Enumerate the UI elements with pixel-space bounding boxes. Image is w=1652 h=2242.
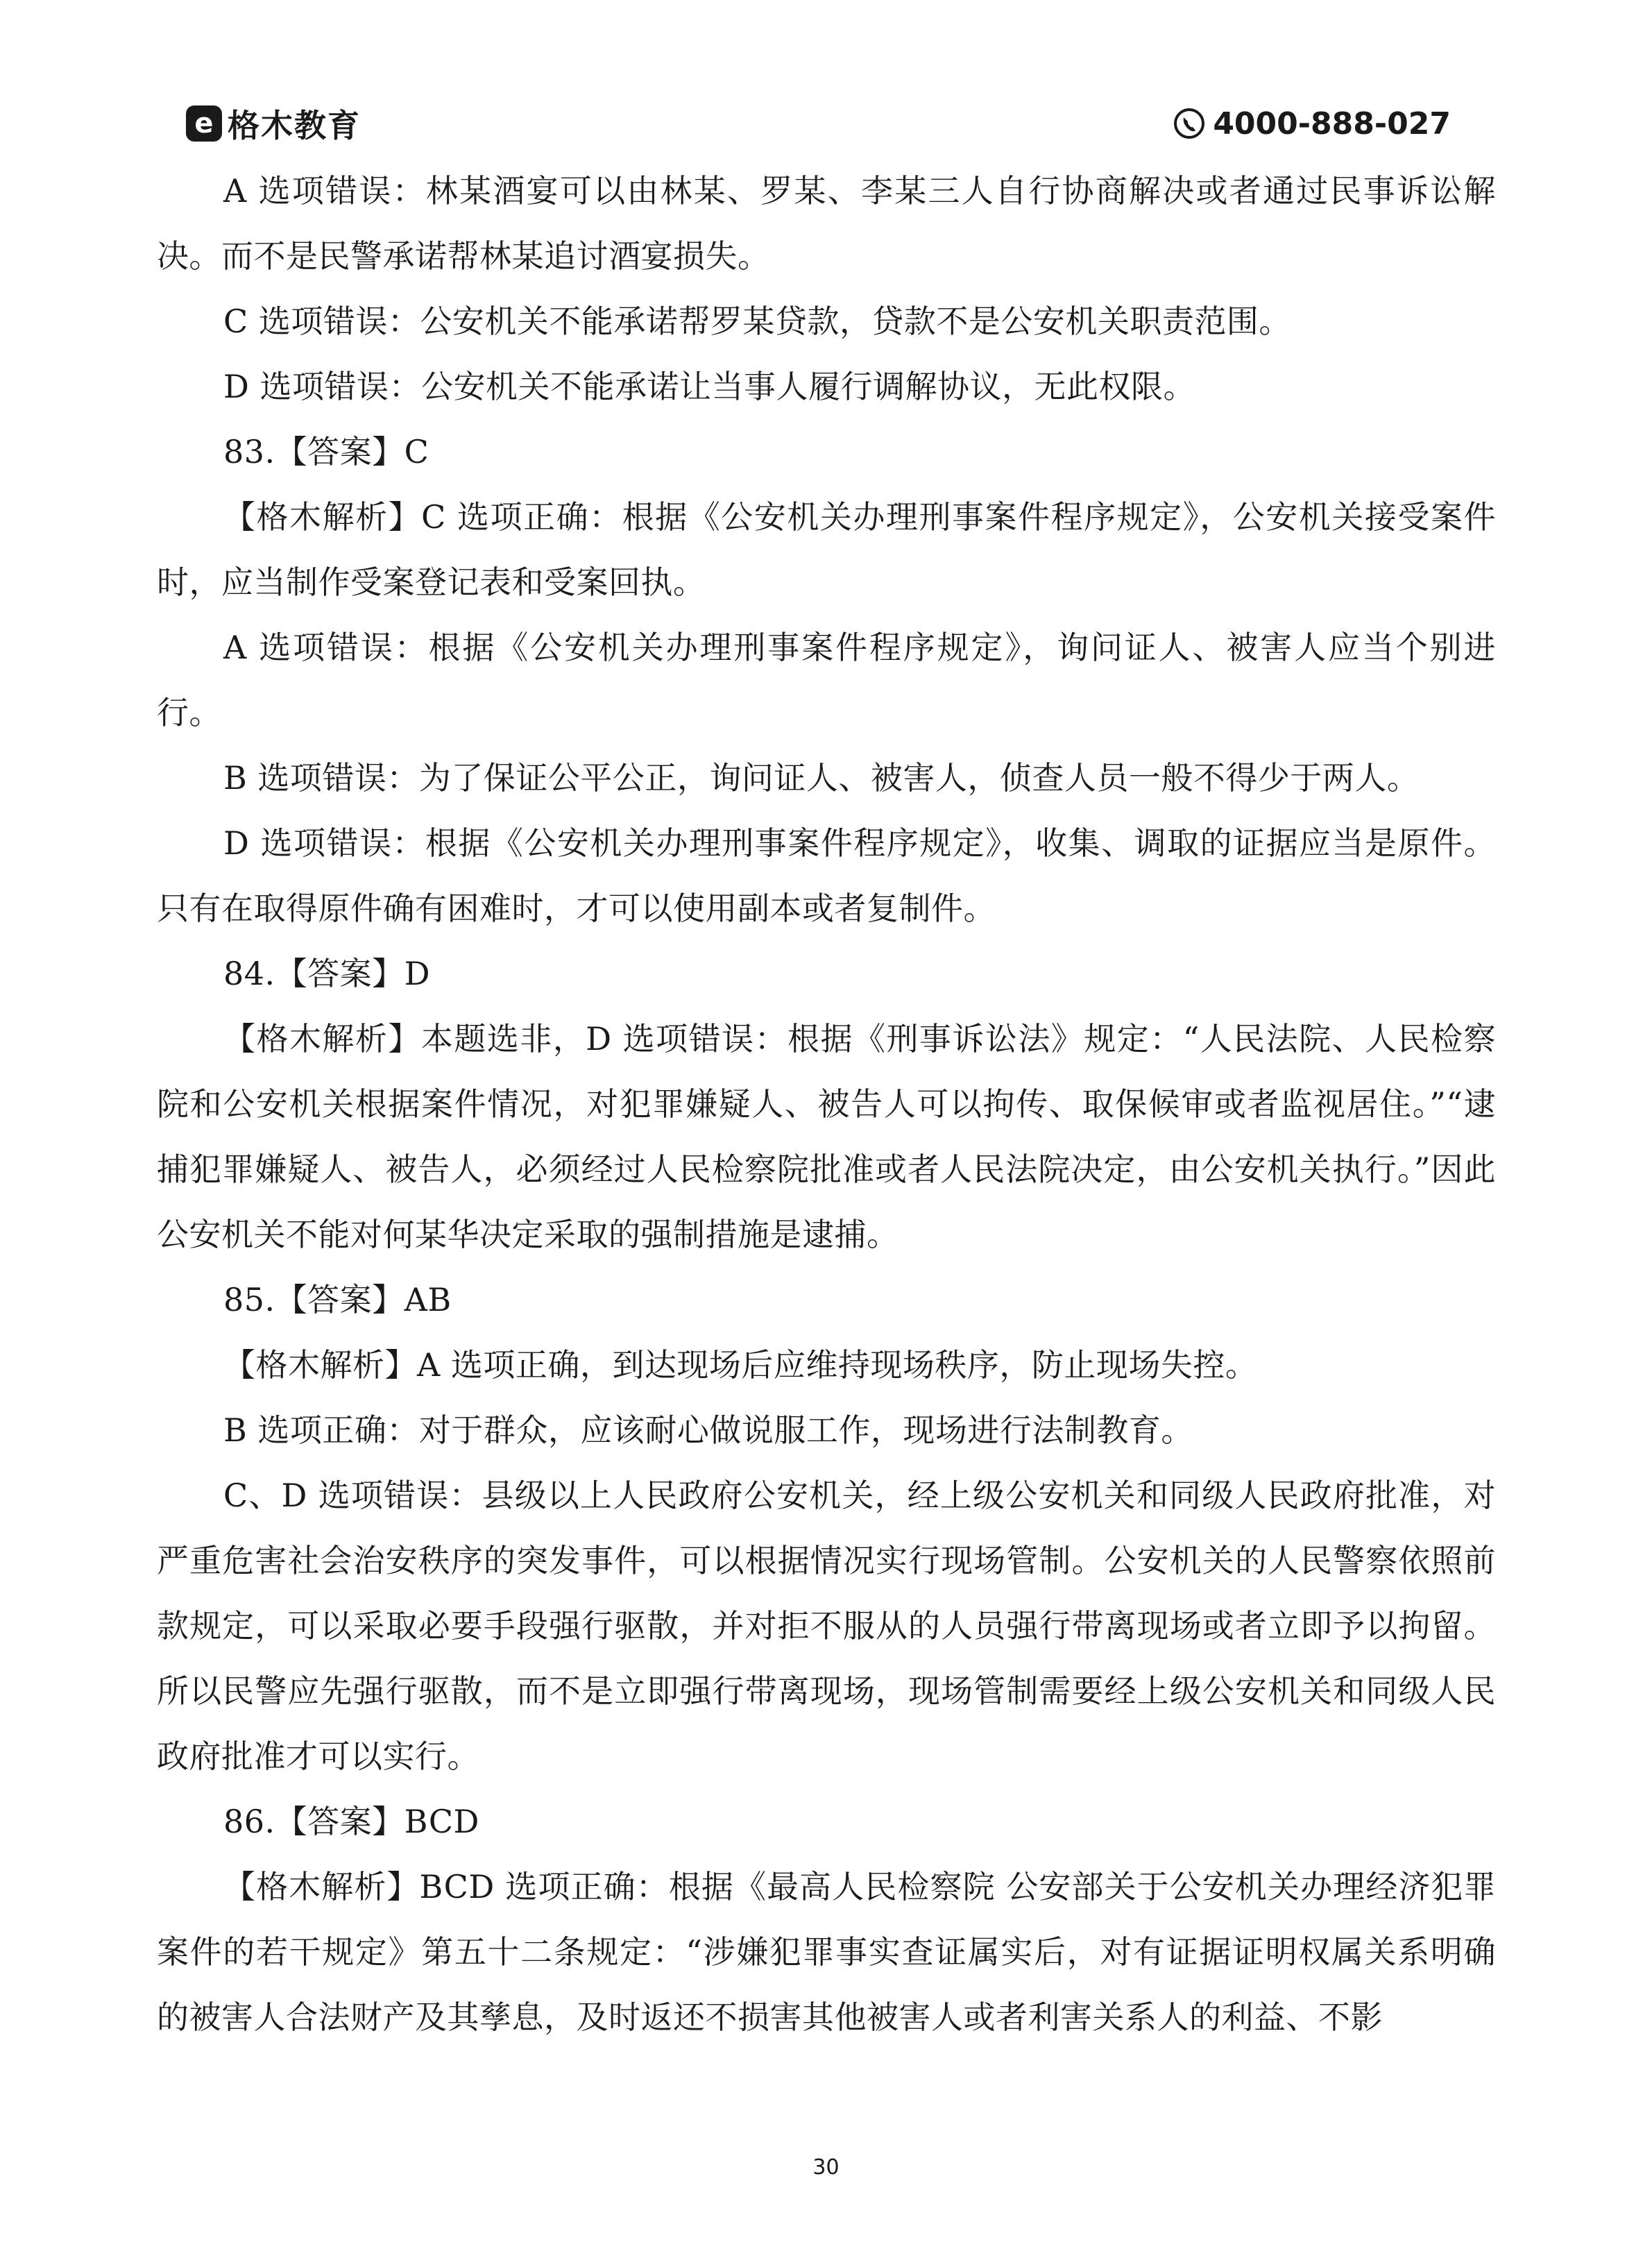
phone-contact — [1173, 103, 1451, 144]
paragraph: D 选项错误：公安机关不能承诺让当事人履行调解协议，无此权限。 — [223, 368, 1196, 405]
paragraph: 【格木解析】本题选非，D 选项错误：根据《刑事诉讼法》规定：“人民法院、人民检察院和公安机关根据案件情况，对犯罪嫌疑人、被告人可以拘传、取保候审或者监视居住。”“逮捕犯罪嫌疑人、被告人，必须经过人民检察院批准或者人民法院决定，由公安机关执行。”因此公安机关不能对何某华决定采取的强制措施是逮捕。 — [157, 1020, 1496, 1253]
paragraph: 【格木解析】BCD 选项正确：根据《最高人民检察院 公安部关于公安机关办理经济犯罪案件的若干规定》第五十二条规定：“涉嫌犯罪事实查证属实后，对有证据证明权属关系明确的被害人合法财产及其孳息，及时返还不损害其他被害人或者利害关系人的利益、不影 — [157, 1868, 1496, 2036]
paragraph: B 选项错误：为了保证公平公正，询问证人、被害人，侦查人员一般不得少于两人。 — [223, 759, 1420, 797]
document-body — [157, 158, 1496, 2050]
answer-heading: 83.【答案】C — [223, 433, 429, 470]
paragraph: 【格木解析】A 选项正确，到达现场后应维持现场秩序，防止现场失控。 — [223, 1346, 1258, 1384]
logo-text: 格木教育 — [228, 107, 361, 144]
paragraph: A 选项错误：林某酒宴可以由林某、罗某、李某三人自行协商解决或者通过民事诉讼解决。而不是民警承诺帮林某追讨酒宴损失。 — [157, 172, 1496, 275]
page-header — [0, 0, 1652, 167]
page-number: 30 — [812, 2155, 840, 2180]
paragraph: 【格木解析】C 选项正确：根据《公安机关办理刑事案件程序规定》，公安机关接受案件时，应当制作受案登记表和受案回执。 — [157, 498, 1496, 601]
phone-icon — [1173, 107, 1206, 140]
paragraph: B 选项正确：对于群众，应该耐心做说服工作，现场进行法制教育。 — [223, 1411, 1193, 1449]
brand-logo — [186, 103, 361, 144]
paragraph: D 选项错误：根据《公安机关办理刑事案件程序规定》，收集、调取的证据应当是原件。只有在取得原件确有困难时，才可以使用副本或者复制件。 — [157, 824, 1496, 927]
answer-heading: 85.【答案】AB — [223, 1281, 452, 1318]
paragraph: C 选项错误：公安机关不能承诺帮罗某贷款，贷款不是公安机关职责范围。 — [223, 303, 1291, 340]
logo-mark-icon: e — [186, 105, 222, 142]
answer-heading: 86.【答案】BCD — [223, 1803, 479, 1840]
answer-heading: 84.【答案】D — [223, 955, 431, 992]
paragraph: C、D 选项错误：县级以上人民政府公安机关，经上级公安机关和同级人民政府批准，对严重危害社会治安秩序的突发事件，可以根据情况实行现场管制。公安机关的人民警察依照前款规定，可以采取必要手段强行驱散，并对拒不服从的人员强行带离现场或者立即予以拘留。所以民警应先强行驱散，而不是立即强行带离现场，现场管制需要经上级公安机关和同级人民政府批准才可以实行。 — [157, 1477, 1496, 1775]
phone-number: 4000-888-027 — [1213, 105, 1451, 142]
paragraph: A 选项错误：根据《公安机关办理刑事案件程序规定》，询问证人、被害人应当个别进行。 — [157, 629, 1496, 731]
